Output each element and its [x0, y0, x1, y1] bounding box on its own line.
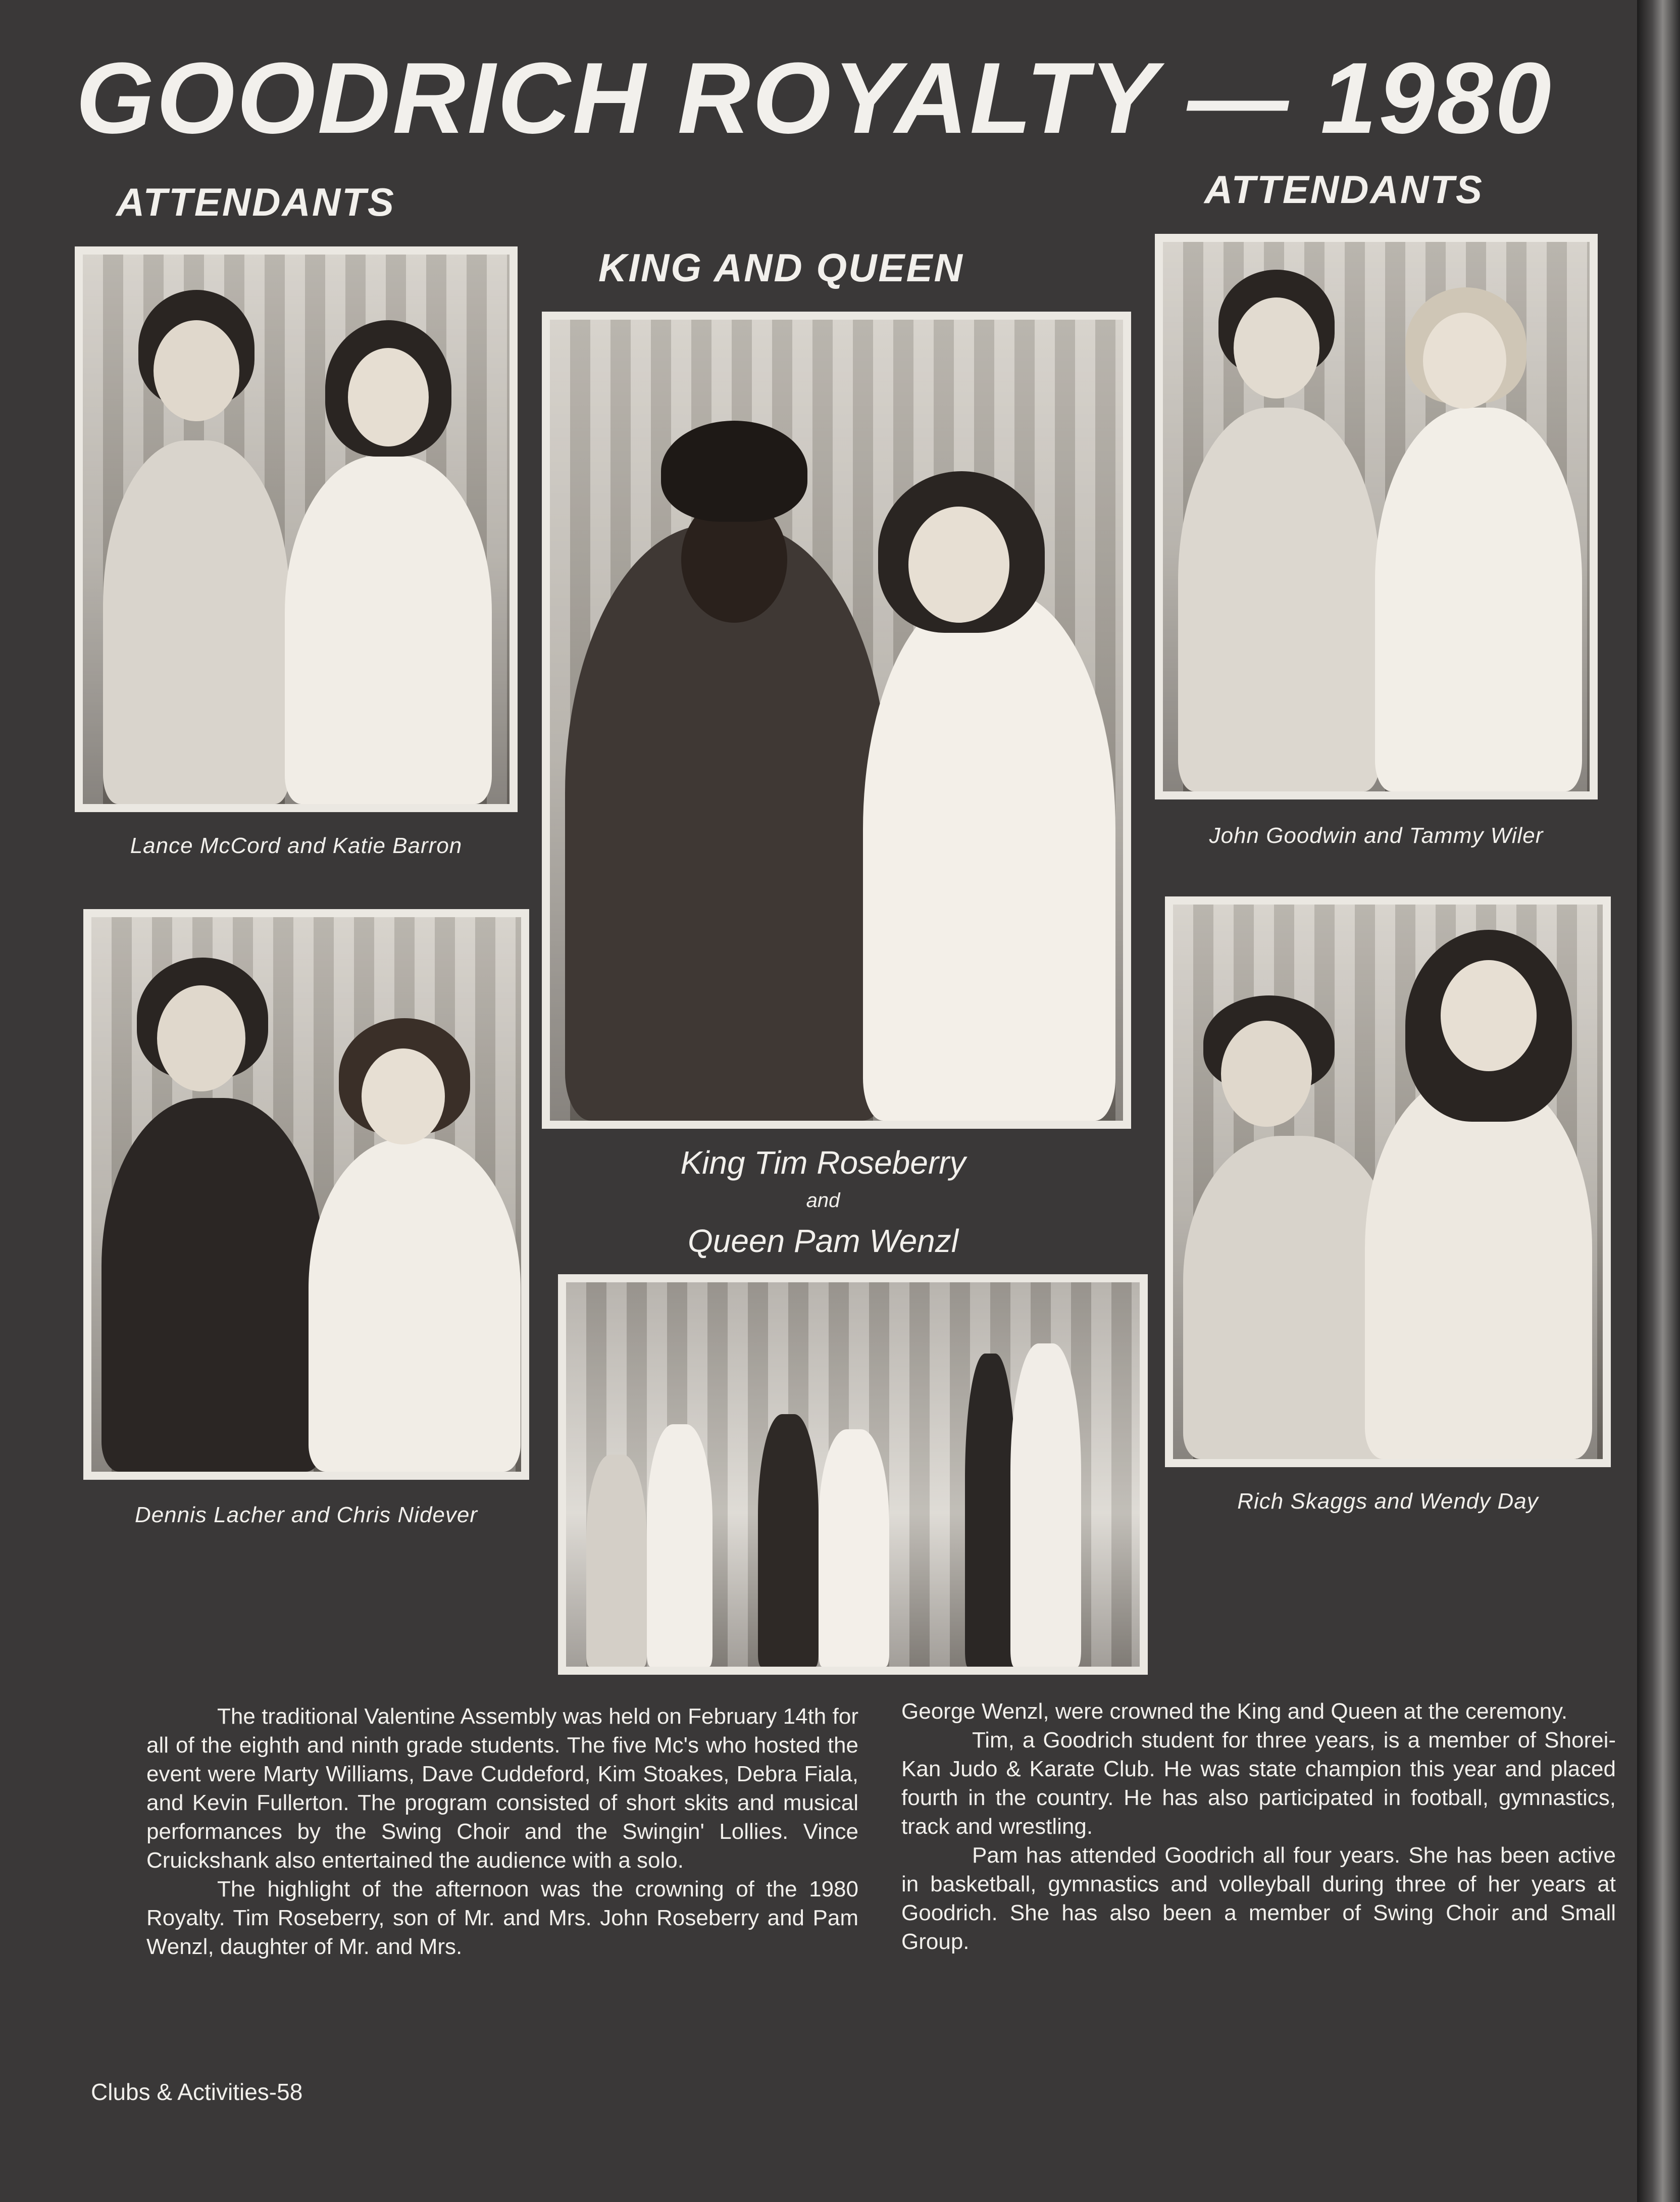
- photo-image: [550, 320, 1123, 1121]
- caption-king: King Tim Roseberry: [680, 1144, 966, 1181]
- article-paragraph: The traditional Valentine Assembly was held on February 14th for all of the eighth and ninth grade students. The five Mc's who hosted the event were Marty Williams, Dave Cuddeford, Kim Stoakes, Debra Fiala, and Kevin Fullerton. The program consisted of short skits and musical performances by the Swing Choir and the Swingin' Lollies. Vince Cruickshank also entertained the audience with a solo.: [146, 1704, 858, 1873]
- caption-queen: Queen Pam Wenzl: [688, 1223, 958, 1259]
- photo-mccord-barron: [75, 246, 518, 812]
- article-paragraph: Tim, a Goodrich student for three years, is a member of Shorei-Kan Judo & Karate Club. He was state champion this year and placed fourth in the country. He has also participated in football, gymnastics, track and wrestling.: [901, 1728, 1616, 1839]
- photo-lacher-nidever: [83, 909, 529, 1480]
- article-paragraph: George Wenzl, were crowned the King and Queen at the ceremony.: [901, 1699, 1568, 1724]
- photo-group-stage: [558, 1274, 1148, 1675]
- article-paragraph: Pam has attended Goodrich all four years. She has been active in basketball, gymnastics and volleyball during three of her years at Goodrich. She has also been a member of Swing Choir and Small Group.: [901, 1843, 1616, 1954]
- photo-image: [566, 1282, 1140, 1667]
- attendants-label-left: ATTENDANTS: [116, 180, 395, 224]
- caption-and: and: [806, 1189, 840, 1212]
- photo-image: [1173, 905, 1603, 1459]
- page-title: GOODRICH ROYALTY — 1980: [76, 42, 1553, 155]
- king-queen-label: KING AND QUEEN: [598, 245, 964, 290]
- article-column-1: [146, 1702, 858, 1961]
- photo-image: [83, 255, 510, 804]
- article-column-2: [901, 1697, 1616, 1956]
- attendants-label-right: ATTENDANTS: [1204, 167, 1484, 212]
- photo-king-queen: [542, 312, 1131, 1129]
- photo-skaggs-day: [1165, 896, 1611, 1467]
- caption-lacher-nidever: Dennis Lacher and Chris Nidever: [134, 1503, 478, 1527]
- book-spine: [1637, 0, 1680, 2202]
- caption-goodwin-wiler: John Goodwin and Tammy Wiler: [1209, 823, 1544, 848]
- article-paragraph: The highlight of the afternoon was the crowning of the 1980 Royalty. Tim Roseberry, son of Mr. and Mrs. John Roseberry and Pam Wenzl, daughter of Mr. and Mrs.: [146, 1877, 858, 1959]
- photo-goodwin-wiler: [1155, 234, 1598, 799]
- photo-image: [1163, 242, 1590, 791]
- photo-image: [91, 917, 521, 1472]
- caption-skaggs-day: Rich Skaggs and Wendy Day: [1237, 1489, 1539, 1514]
- page-folio: Clubs & Activities-58: [91, 2079, 303, 2105]
- caption-mccord-barron: Lance McCord and Katie Barron: [130, 833, 463, 858]
